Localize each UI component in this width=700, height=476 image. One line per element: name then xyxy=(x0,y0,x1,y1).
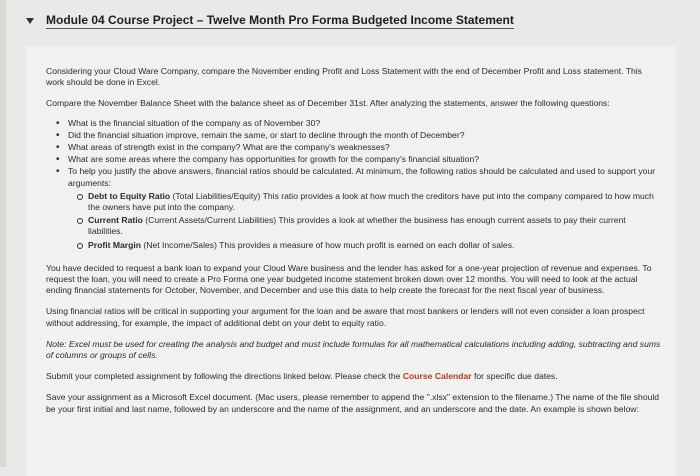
ratio-item xyxy=(88,191,662,213)
ratio-item xyxy=(88,240,662,251)
list-item: • What are some areas where the company has opportunities for growth for the company's financial situation? xyxy=(68,154,662,165)
questions-list xyxy=(46,118,662,251)
paragraph-save: Save your assignment as a Microsoft Excel document. (Mac users, please remember to append the ".xlsx" extension to the filename.) The name of the file should be your first initial and last name, followed by an underscore and the name of the assignment, and an underscore and the date. An example is shown below: xyxy=(46,392,660,414)
list-item: • What is the financial situation of the company as of November 30? xyxy=(68,118,662,129)
ratio-desc: (Total Liabilities/Equity) This ratio provides a look at how much the creditors have put into the company compared to how much the owners have put into the company. xyxy=(88,190,654,213)
paragraph-note: Note: Excel must be used for creating the analysis and budget and must include formulas for all mathematical calculations including adding, subtracting and sums of columns or groups of cells. xyxy=(46,338,661,361)
paragraph-compare: Compare the November Balance Sheet with the balance sheet as of December 31st. After analyzing the statements, answer the following questions: xyxy=(46,98,610,109)
list-item: • Did the financial situation improve, remain the same, or start to decline through the month of December? xyxy=(68,130,662,141)
paragraph-intro: Considering your Cloud Ware Company, compare the November ending Profit and Loss Statement with the end of December Profit and Loss statement. This work should be done in Excel. xyxy=(46,66,642,88)
assignment-content xyxy=(46,66,662,425)
submit-text-end: for specific due dates. xyxy=(471,371,558,382)
ratio-name: Profit Margin xyxy=(88,239,141,250)
ratio-desc: (Current Assets/Current Liabilities) This provides a look at whether the business has enough current assets to pay their current liabilities. xyxy=(88,215,626,237)
left-border-strip xyxy=(0,0,6,467)
paragraph-ratios-critical: Using financial ratios will be critical in supporting your argument for the loan and be aware that most bankers or lenders will not even consider a loan prospect without addressing, for example, the impact of additional debt on your debt to equity ratio. xyxy=(46,306,645,328)
chevron-down-icon[interactable] xyxy=(26,18,34,24)
content-card xyxy=(26,46,676,476)
submit-text: Submit your completed assignment by following the directions linked below. Please check the xyxy=(46,371,403,382)
ratio-name: Current Ratio xyxy=(88,215,143,226)
ratio-name: Debt to Equity Ratio xyxy=(88,190,171,201)
module-header[interactable] xyxy=(26,8,700,34)
module-title: Module 04 Course Project – Twelve Month Pro Forma Budgeted Income Statement xyxy=(46,13,514,27)
ratio-item xyxy=(88,215,662,237)
course-calendar-link[interactable]: Course Calendar xyxy=(402,371,472,382)
paragraph-loan-request: You have decided to request a bank loan to expand your Cloud Ware business and the lender has asked for a one-year projection of revenue and expenses. To request the loan, you will need to create a Pro Forma one year budgeted income statement broken down over 12 months. You will need to look at the actual ending financial statements for October, November, and December and use this data to help create the forecast for the next fiscal year of business. xyxy=(46,262,652,296)
list-item: • What areas of strength exist in the company? What are the company's weaknesses? xyxy=(68,142,662,153)
list-item-text: To help you justify the above answers, financial ratios should be calculated. At minimum, the following ratios should be calculated and used to support your arguments: xyxy=(68,166,656,188)
ratio-desc: (Net Income/Sales) This provides a measure of how much profit is earned on each dollar of sales. xyxy=(141,239,515,250)
list-item xyxy=(68,166,662,250)
ratios-list xyxy=(68,191,662,251)
paragraph-submit xyxy=(46,371,662,382)
